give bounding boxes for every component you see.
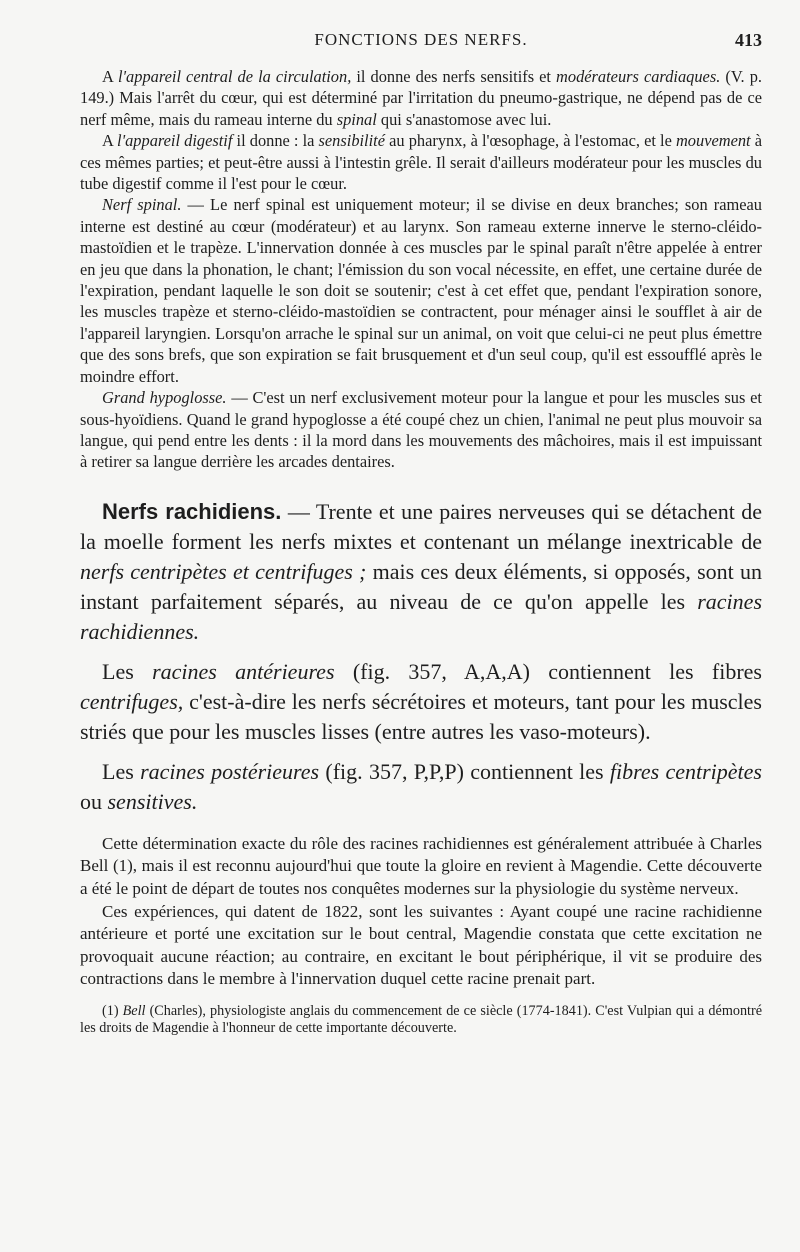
running-head (80, 30, 762, 54)
page-number: 413 (735, 30, 762, 50)
section-heading: Grand hypoglosse. (102, 388, 227, 408)
text: (fig. 357, A,A,A) contiennent les fibres (334, 658, 762, 684)
text: — Le nerf spinal est uniquement moteur; il se divise en deux branches; son rameau interne est destiné au cœur (modérateur) et au larynx. Son rameau externe innerve le sterno-cléido-mastoïdien et le trapèze. L'innervation donnée à ces muscles par le spinal paraît n'être appelée à entrer en jeu que dans la phonation, le chant; l'émission du son vocal nécessite, en effet, une certaine durée de l'expiration, pendant laquelle le son doit se soutenir; c'est à cet effet que, pendant l'expiration sonore, les muscles trapèze et sterno-cléido-mastoïdien se contractent, pour ménager ainsi le soufflet à air de l'appareil laryngien. Lorsqu'on arrache le spinal sur un animal, on voit que celui-ci ne peut plus émettre que des sons brefs, que son expiration se fait brusquement et d'un seul coup, qu'il est essoufflé après le moindre effort. (80, 195, 762, 386)
paragraph-grand-hypoglosse (80, 387, 762, 473)
paragraph-experiences: Ces expériences, qui datent de 1822, sont les suivantes : Ayant coupé une racine rachidienne antérieure et porté une excitation sur le bout central, Magendie constata que cette excitation ne provoquait aucune réaction; au contraire, en excitant le bout périphérique, il vit se produire des contractions dans le membre à l'innervation duquel cette racine prenait part. (80, 901, 762, 989)
text: mais ces deux éléments, si opposés, sont un instant parfaitement séparés, au niveau de ce qu'on appelle les (80, 558, 762, 614)
emphasis-text: l'appareil digestif (117, 131, 233, 151)
text: — C'est un nerf exclusivement moteur pour la langue et pour les muscles sus et sous-hyoïdiens. Quand le grand hypoglosse a été coupé chez un chien, l'animal ne peut plus mouvoir sa langue, qui pend entre les dents : il la mord dans les mouvements des mâchoires, mais il est impuissant à retirer sa langue derrière les arcades dentaires. (80, 388, 762, 472)
text: A (102, 67, 118, 86)
page-header-title: FONCTIONS DES NERFS. (314, 30, 528, 49)
paragraph-nerfs-rachidiens (80, 497, 762, 647)
emphasis-text: sensitives. (107, 788, 198, 814)
section-heading: Nerfs rachidiens. (102, 498, 282, 524)
emphasis-text: Bell (122, 1002, 146, 1019)
text: Les (102, 658, 153, 684)
emphasis-text: centrifuges, (80, 688, 184, 714)
text: ou (80, 788, 108, 814)
text: qui s'anastomose avec lui. (376, 109, 552, 129)
paragraph-determination: Cette détermination exacte du rôle des racines rachidiennes est généralement attribuée à Charles Bell (1), mais il est reconnu aujourd'hui que toute la gloire en revient à Magendie. Cette découverte a été le point de départ de toutes nos conquêtes modernes sur la physiologie du système nerveux. (80, 833, 762, 898)
text: (fig. 357, P,P,P) contiennent les (319, 758, 610, 784)
text: A (102, 131, 118, 151)
paragraph-nerf-spinal (80, 194, 762, 387)
emphasis-text: mouvement (675, 131, 751, 151)
emphasis-text: spinal (336, 109, 377, 129)
text: (V. p. 149.) Mais l'arrêt du cœur, qui est déterminé par l'irritation du pneumo-gastrique, ne dépend pas de ce nerf même, mais du rameau interne du (80, 67, 762, 129)
paragraph-circulation (80, 66, 762, 130)
emphasis-text: fibres centripètes (609, 758, 762, 784)
emphasis-text: modérateurs cardiaques. (556, 67, 721, 86)
text: il donne : la (232, 131, 319, 151)
footnote (80, 1003, 762, 1038)
text: (Charles), physiologiste anglais du commencement de ce siècle (1774-1841). C'est Vulpian qui a démontré les droits de Magendie à l'honneur de cette importante découverte. (80, 1002, 763, 1037)
footnote-marker: (1) (102, 1002, 123, 1019)
section-heading: Nerf spinal. (102, 195, 182, 215)
text: à ces mêmes parties; et peut-être aussi à l'intestin grêle. Il serait d'ailleurs modérateur pour les muscles du tube digestif comme il l'est pour le cœur. (80, 131, 762, 194)
emphasis-text: l'appareil central de la circulation, (118, 67, 352, 86)
text: il donne des nerfs sensitifs et (351, 67, 557, 86)
text: au pharynx, à l'œsophage, à l'estomac, et le (385, 131, 676, 151)
emphasis-text: nerfs centripètes et centrifuges ; (80, 558, 367, 584)
emphasis-text: racines antérieures (152, 658, 335, 684)
paragraph-digestif (80, 130, 762, 194)
paragraph-racines-anterieures (80, 657, 762, 747)
emphasis-text: racines rachidiennes. (80, 588, 762, 644)
emphasis-text: sensibilité (318, 131, 385, 151)
text: — Trente et une paires nerveuses qui se détachent de la moelle forment les nerfs mixtes et contenant un mélange inextricable de (80, 498, 763, 554)
paragraph-racines-posterieures (80, 757, 762, 817)
page-body (80, 66, 762, 1052)
text: Les (102, 758, 141, 784)
text: c'est-à-dire les nerfs sécrétoires et moteurs, tant pour les muscles striés que pour les muscles lisses (entre autres les vaso-moteurs). (80, 688, 762, 744)
emphasis-text: racines postérieures (140, 758, 320, 784)
